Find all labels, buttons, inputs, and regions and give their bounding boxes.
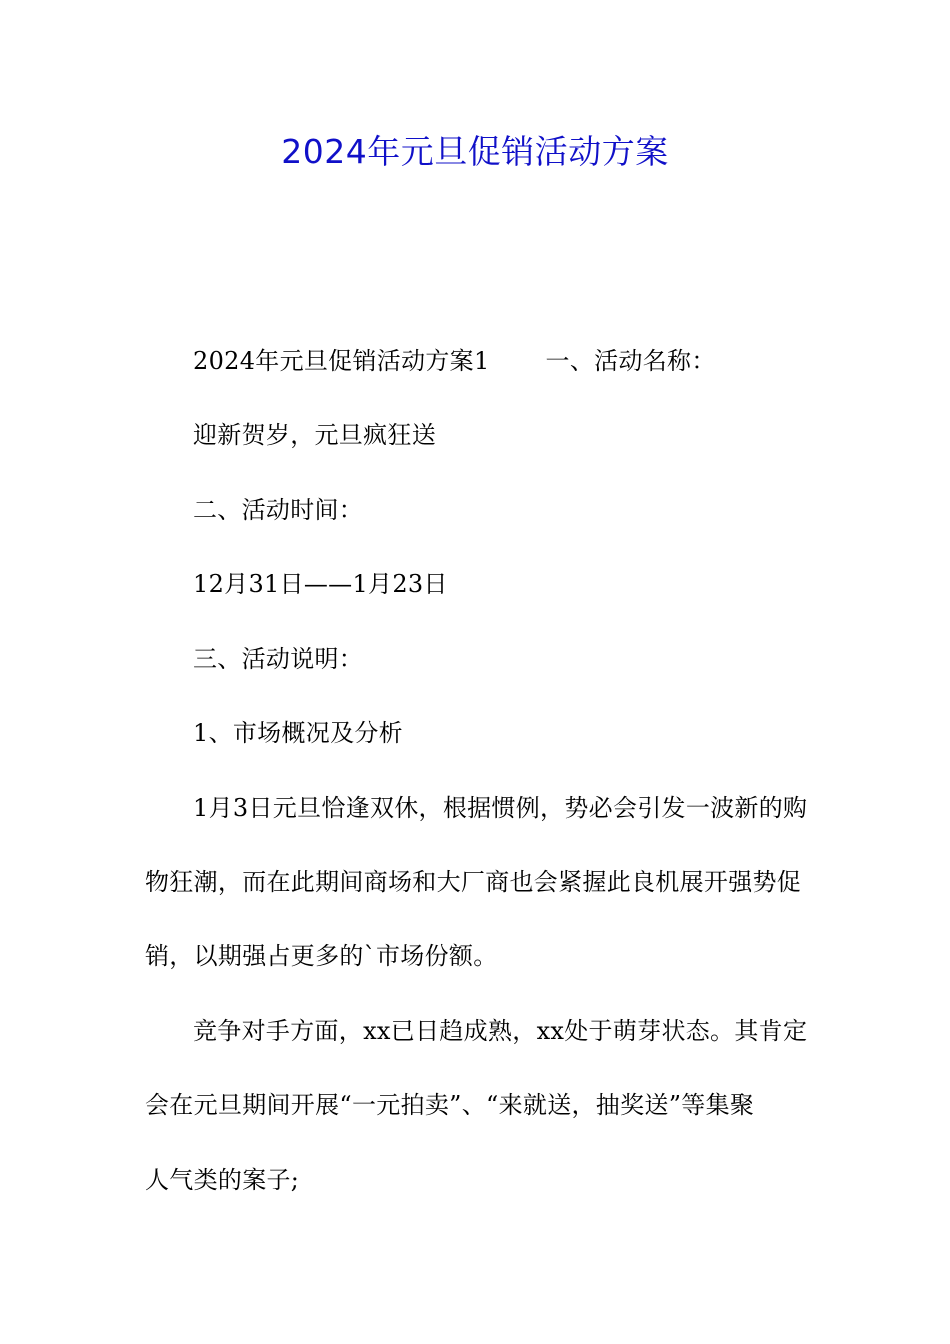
activity-time-text: 12月31日——1月23日 bbox=[193, 570, 448, 598]
plan-subtitle: 2024年元旦促销活动方案1 bbox=[193, 347, 490, 375]
paragraph-line: 竞争对手方面，xx已日趋成熟，xx处于萌芽状态。其肯定 bbox=[193, 1017, 808, 1045]
section-heading-activity-time: 二、活动时间： bbox=[193, 496, 364, 524]
paragraph-line bbox=[193, 343, 863, 379]
section-heading-activity-description: 三、活动说明： bbox=[193, 645, 364, 673]
subsection-heading-market: 1、市场概况及分析 bbox=[193, 719, 403, 747]
paragraph-line: 会在元旦期间开展“一元拍卖”、“来就送，抽奖送”等集聚 bbox=[145, 1091, 755, 1119]
section-heading-activity-name: 一、活动名称： bbox=[545, 347, 716, 375]
document-title: 2024年元旦促销活动方案 bbox=[281, 132, 669, 171]
paragraph-line: 人气类的案子; bbox=[145, 1166, 300, 1194]
paragraph-line: 物狂潮，而在此期间商场和大厂商也会紧握此良机展开强势促 bbox=[145, 868, 802, 896]
activity-name-text: 迎新贺岁，元旦疯狂送 bbox=[193, 421, 436, 449]
paragraph-line: 1月3日元旦恰逢双休，根据惯例，势必会引发一波新的购 bbox=[193, 794, 808, 822]
paragraph-line: 销，以期强占更多的`市场份额。 bbox=[145, 942, 498, 970]
